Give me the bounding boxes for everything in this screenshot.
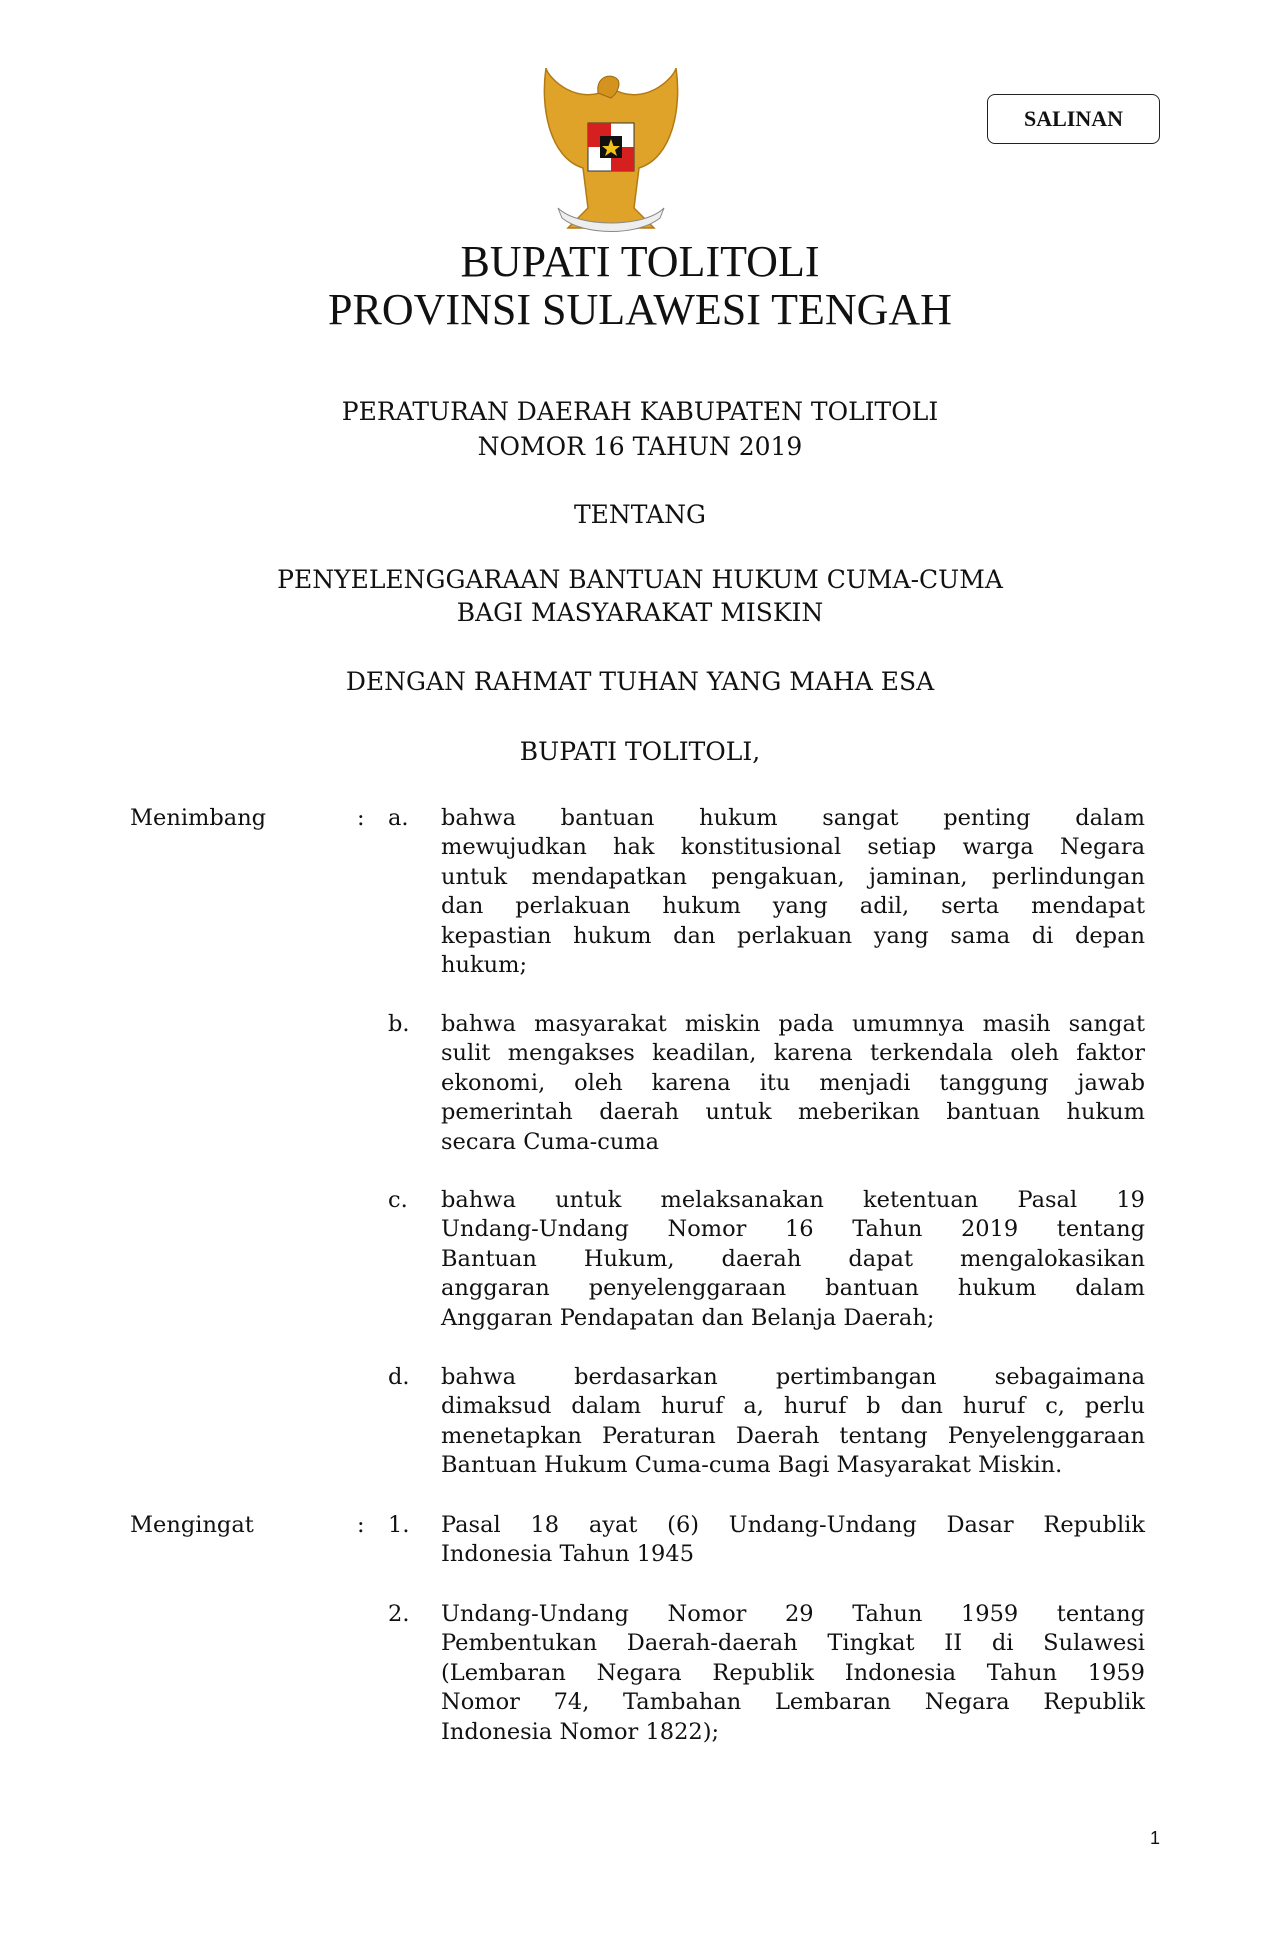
text-line: bahwa masyarakat miskin pada umumnya masih sangat	[441, 1011, 1145, 1037]
mengingat-colon: :	[357, 1512, 365, 1538]
text-line: Indonesia Nomor 1822);	[441, 1718, 720, 1745]
text-line: Pembentukan Daerah-daerah Tingkat II di Sulawesi	[441, 1630, 1145, 1657]
text-line: untuk mendapatkan pengakuan, jaminan, perlindungan	[441, 863, 1145, 890]
title-regent: BUPATI TOLITOLI	[460, 237, 820, 286]
text-line: dan perlakuan hukum yang adil, serta mendapat	[441, 893, 1145, 920]
about-heading: TENTANG	[573, 500, 706, 529]
regulation-number: NOMOR 16 TAHUN 2019	[477, 432, 803, 461]
menimbang-item-text	[441, 1363, 1145, 1481]
text-line: pemerintah daerah untuk meberikan bantuan hukum	[441, 1099, 1145, 1126]
text-line: anggaran penyelenggaraan bantuan hukum dalam	[441, 1275, 1145, 1302]
menimbang-item-text	[441, 1186, 1145, 1333]
text-line: Bantuan Hukum Cuma-cuma Bagi Masyarakat Miskin.	[441, 1452, 1063, 1479]
garuda-emblem	[538, 68, 684, 240]
mengingat-item-text	[441, 1600, 1145, 1747]
text-line: Anggaran Pendapatan dan Belanja Daerah;	[441, 1304, 935, 1331]
text-line: kepastian hukum dan perlakuan yang sama di depan	[441, 922, 1145, 949]
menimbang-item-text	[441, 1010, 1145, 1157]
subject-line-1: PENYELENGGARAAN BANTUAN HUKUM CUMA-CUMA	[277, 565, 1003, 594]
subject-line-2: BAGI MASYARAKAT MISKIN	[456, 598, 824, 627]
text-line: Bantuan Hukum, daerah dapat mengalokasikan	[441, 1245, 1145, 1272]
text-line: Nomor 74, Tambahan Lembaran Negara Republik	[441, 1689, 1145, 1716]
menimbang-item-marker: b.	[388, 1011, 410, 1037]
menimbang-item-marker: a.	[388, 805, 409, 831]
text-line: mewujudkan hak konstitusional setiap warga Negara	[441, 834, 1145, 861]
page-number: 1	[1150, 1828, 1161, 1848]
regulation-title: PERATURAN DAERAH KABUPATEN TOLITOLI	[341, 397, 939, 426]
text-line: Undang-Undang Nomor 29 Tahun 1959 tentang	[441, 1601, 1145, 1627]
text-line: ekonomi, oleh karena itu menjadi tanggung jawab	[441, 1069, 1145, 1096]
text-line: Undang-Undang Nomor 16 Tahun 2019 tentang	[441, 1216, 1145, 1243]
text-line: hukum;	[441, 952, 528, 979]
title-province: PROVINSI SULAWESI TENGAH	[328, 285, 952, 334]
text-line: sulit mengakses keadilan, karena terkendala oleh faktor	[441, 1040, 1145, 1067]
text-line: Indonesia Tahun 1945	[441, 1541, 695, 1568]
mengingat-item-marker: 1.	[388, 1512, 410, 1538]
text-line: secara Cuma-cuma	[441, 1128, 660, 1155]
menimbang-item-text	[441, 804, 1145, 980]
menimbang-colon: :	[357, 805, 365, 831]
text-line: (Lembaran Negara Republik Indonesia Tahun 1959	[441, 1659, 1145, 1686]
menimbang-item-marker: d.	[388, 1364, 410, 1390]
text-line: bahwa berdasarkan pertimbangan sebagaimana	[441, 1364, 1145, 1390]
menimbang-label: Menimbang	[130, 805, 267, 831]
text-line: Pasal 18 ayat (6) Undang-Undang Dasar Republik	[441, 1512, 1145, 1538]
mengingat-label: Mengingat	[130, 1512, 254, 1538]
text-line: bahwa untuk melaksanakan ketentuan Pasal 19	[441, 1187, 1145, 1213]
mengingat-item-text	[441, 1511, 1145, 1570]
menimbang-item-marker: c.	[388, 1187, 408, 1213]
regent-heading: BUPATI TOLITOLI,	[519, 737, 761, 766]
salinan-stamp: SALINAN	[987, 94, 1160, 144]
mengingat-item-marker: 2.	[388, 1601, 410, 1627]
text-line: bahwa bantuan hukum sangat penting dalam	[441, 805, 1145, 831]
text-line: dimaksud dalam huruf a, huruf b dan huruf c, perlu	[441, 1393, 1145, 1420]
text-line: menetapkan Peraturan Daerah tentang Penyelenggaraan	[441, 1422, 1145, 1449]
blessing-heading: DENGAN RAHMAT TUHAN YANG MAHA ESA	[345, 667, 935, 696]
